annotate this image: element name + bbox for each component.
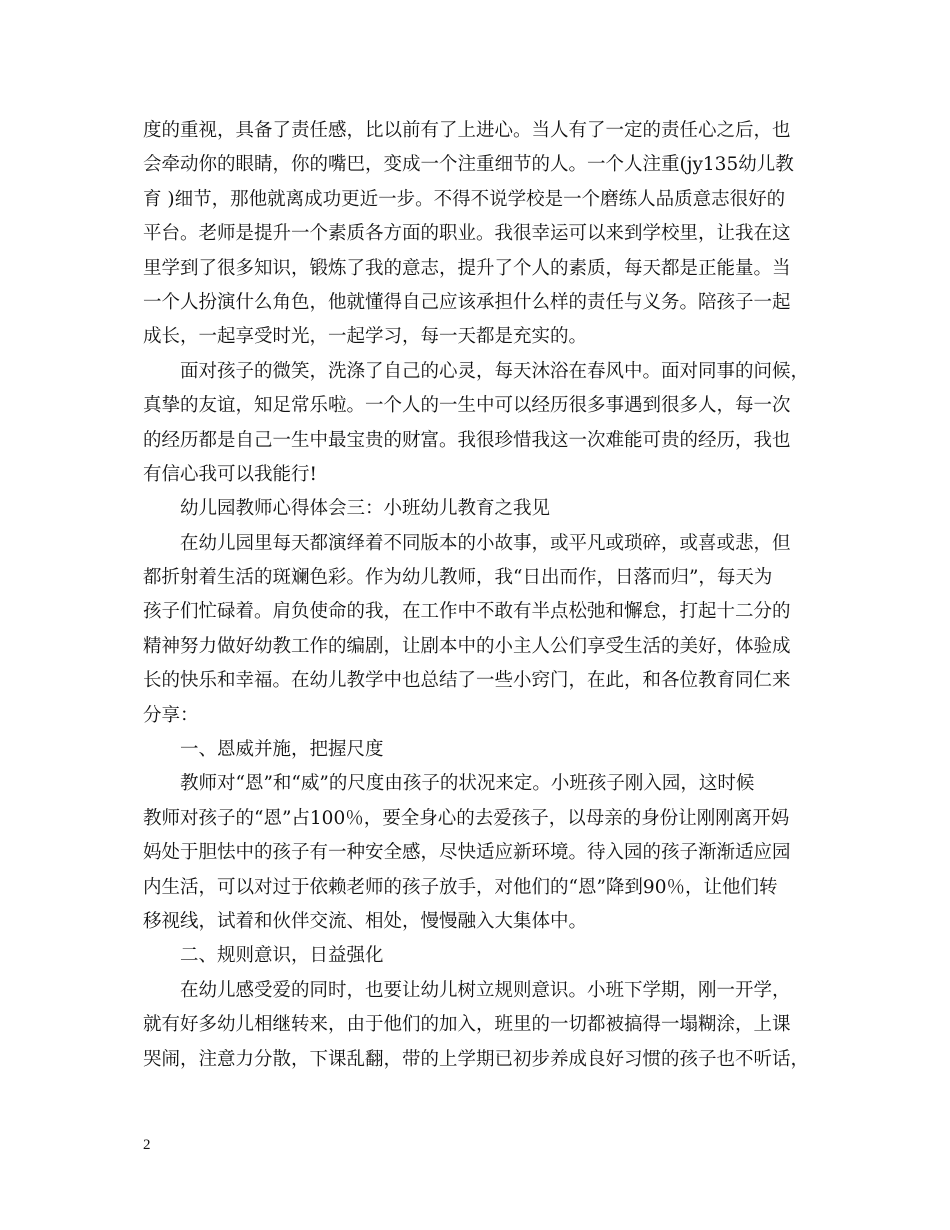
paragraph-start-line: 在幼儿感受爱的同时，也要让幼儿树立规则意识。小班下学期，刚一开学， xyxy=(180,979,791,1001)
paragraph-start-line: 面对孩子的微笑，洗涤了自己的心灵，每天沐浴在春风中。面对同事的问候， xyxy=(180,360,810,382)
body-text xyxy=(143,114,823,1077)
text-line: 孩子们忙碌着。肩负使命的我，在工作中不敢有半点松弛和懈怠，打起十二分的 xyxy=(143,601,791,623)
text-line: 长的快乐和幸福。在幼儿教学中也总结了一些小窍门，在此，和各位教育同仁来 xyxy=(143,670,791,692)
text-line: 的经历都是自己一生中最宝贵的财富。我很珍惜我这一次难能可贵的经历，我也 xyxy=(143,429,791,451)
subheading-2: 二、规则意识，日益强化 xyxy=(180,945,384,967)
paragraph-start-line: 在幼儿园里每天都演绎着不同版本的小故事，或平凡或琐碎，或喜或悲，但 xyxy=(180,532,791,554)
text-line: 精神努力做好幼教工作的编剧，让剧本中的小主人公们享受生活的美好，体验成 xyxy=(143,635,791,657)
text-line: 都折射着生活的斑斓色彩。作为幼儿教师，我“日出而作，日落而归”，每天为 xyxy=(143,567,773,589)
text-line: 有信心我可以我能行! xyxy=(143,463,317,485)
section-heading: 幼儿园教师心得体会三：小班幼儿教育之我见 xyxy=(180,498,551,520)
text-line: 一个人扮演什么角色，他就懂得自己应该承担什么样的责任与义务。陪孩子一起 xyxy=(143,291,791,313)
text-line: 真挚的友谊，知足常乐啦。一个人的一生中可以经历很多事遇到很多人，每一次 xyxy=(143,395,791,417)
subheading-1: 一、恩威并施，把握尺度 xyxy=(180,739,384,761)
text-line: 妈处于胆怯中的孩子有一种安全感，尽快适应新环境。待入园的孩子渐渐适应园 xyxy=(143,842,791,864)
text-line: 分享： xyxy=(143,704,199,726)
text-line: 内生活，可以对过于依赖老师的孩子放手，对他们的“恩”降到90％，让他们转 xyxy=(143,876,778,898)
text-line: 哭闹，注意力分散，下课乱翻，带的上学期已初步养成良好习惯的孩子也不听话， xyxy=(143,1048,810,1070)
text-line: 育 )细节，那他就离成功更近一步。不得不说学校是一个磨练人品质意志很好的 xyxy=(143,188,786,210)
page-number: 2 xyxy=(143,1137,151,1153)
text-line: 平台。老师是提升一个素质各方面的职业。我很幸运可以来到学校里，让我在这 xyxy=(143,223,791,245)
paragraph-start-line: 教师对“恩”和“威”的尺度由孩子的状况来定。小班孩子刚入园，这时候 xyxy=(180,773,755,795)
text-line: 教师对孩子的“恩”占100％，要全身心的去爱孩子，以母亲的身份让刚刚离开妈 xyxy=(143,807,790,829)
text-line: 里学到了很多知识，锻炼了我的意志，提升了个人的素质，每天都是正能量。当 xyxy=(143,257,791,279)
text-line: 会牵动你的眼睛，你的嘴巴，变成一个注重细节的人。一个人注重(jy135幼儿教 xyxy=(143,154,794,176)
text-line: 就有好多幼儿相继转来，由于他们的加入，班里的一切都被搞得一塌糊涂，上课 xyxy=(143,1014,791,1036)
text-line: 成长，一起享受时光，一起学习，每一天都是充实的。 xyxy=(143,326,588,348)
text-line: 度的重视，具备了责任感，比以前有了上进心。当人有了一定的责任心之后，也 xyxy=(143,120,791,141)
text-line: 移视线，试着和伙伴交流、相处，慢慢融入大集体中。 xyxy=(143,910,588,932)
